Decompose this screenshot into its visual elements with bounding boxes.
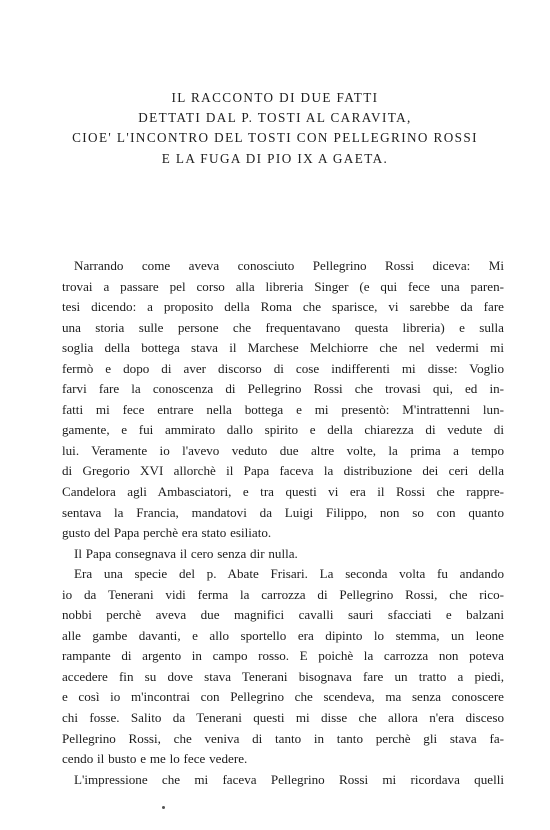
title-line: IL RACCONTO DI DUE FATTI xyxy=(171,90,379,105)
text-line: fermò e dopo di aver discorso di cose indifferenti mi disse: Voglio xyxy=(62,360,504,376)
title-line: DETTATI DAL P. TOSTI AL CARAVITA, xyxy=(138,110,412,126)
text-line: chi fosse. Salito da Tenerani questi mi disse che allora n'era disceso xyxy=(62,710,504,726)
text-line: Pellegrino Rossi, che veniva di tanto in tanto perchè gli stava fa- xyxy=(62,730,504,746)
print-speck xyxy=(162,806,165,809)
chapter-title xyxy=(40,88,510,169)
text-line: rampante di argento in campo rosso. E poichè la carrozza non poteva xyxy=(62,648,504,664)
text-line: sentava la Francia, mandatovi da Luigi Filippo, non so con quanto xyxy=(62,504,504,520)
text-line: tesi dicendo: a proposito della Roma che sparisce, vi sarebbe da fare xyxy=(62,299,504,315)
title-line: E LA FUGA DI PIO IX A GAETA. xyxy=(161,150,389,166)
text-line: lui. Veramente io l'avevo veduto due altre volte, la prima a tempo xyxy=(62,442,504,458)
text-line: soglia della bottega stava il Marchese Melchiorre che nel vedermi mi xyxy=(62,340,504,356)
text-line: di Gregorio XVI allorchè il Papa faceva la distribuzione dei ceri della xyxy=(62,463,504,479)
text-line: alle gambe davanti, e allo sportello era dipinto lo stemma, un leone xyxy=(62,627,504,643)
title-line: CIOE' L'INCONTRO DEL TOSTI CON PELLEGRINO ROSSI xyxy=(72,130,478,146)
text-line: trovai a passare pel corso alla libreria Singer (e qui fece una paren- xyxy=(62,278,504,294)
text-line: gamente, e fui ammirato dallo spirito e della chiarezza di vedute di xyxy=(62,422,504,438)
text-line: io da Tenerani vidi ferma la carrozza di Pellegrino Rossi, che rico- xyxy=(62,586,504,602)
text-line: Il Papa consegnava il cero senza dir nulla. xyxy=(74,545,298,561)
body-text xyxy=(62,256,504,790)
text-line: L'impressione che mi faceva Pellegrino Rossi mi ricordava quelli xyxy=(74,771,504,787)
text-line: nobbi perchè aveva due magnifici cavalli sauri sfacciati e balzani xyxy=(62,607,504,623)
text-line: farvi fare la conoscenza di Pellegrino Rossi che trovasi qui, ed in- xyxy=(62,381,504,397)
text-line: e così io m'incontrai con Pellegrino che scendeva, ma senza conoscere xyxy=(62,689,504,705)
text-line: Candelora agli Ambasciatori, e tra questi vi era il Rossi che rappre- xyxy=(62,484,504,500)
text-line: cendo il busto e me lo fece vedere. xyxy=(62,751,248,767)
text-line: Era una specie del p. Abate Frisari. La seconda volta fu andando xyxy=(74,566,504,582)
text-line: Narrando come aveva conosciuto Pellegrino Rossi diceva: Mi xyxy=(74,258,504,273)
text-line: fatti mi fece entrare nella bottega e mi presentò: M'intrattenni lun- xyxy=(62,401,504,417)
text-line: accedere fin su dove stava Tenerani bisognava fare un tratto a piedi, xyxy=(62,668,504,684)
text-line: gusto del Papa perchè era stato esiliato. xyxy=(62,525,272,541)
text-line: una storia sulle persone che frequentavano questa libreria) e sulla xyxy=(62,319,504,335)
